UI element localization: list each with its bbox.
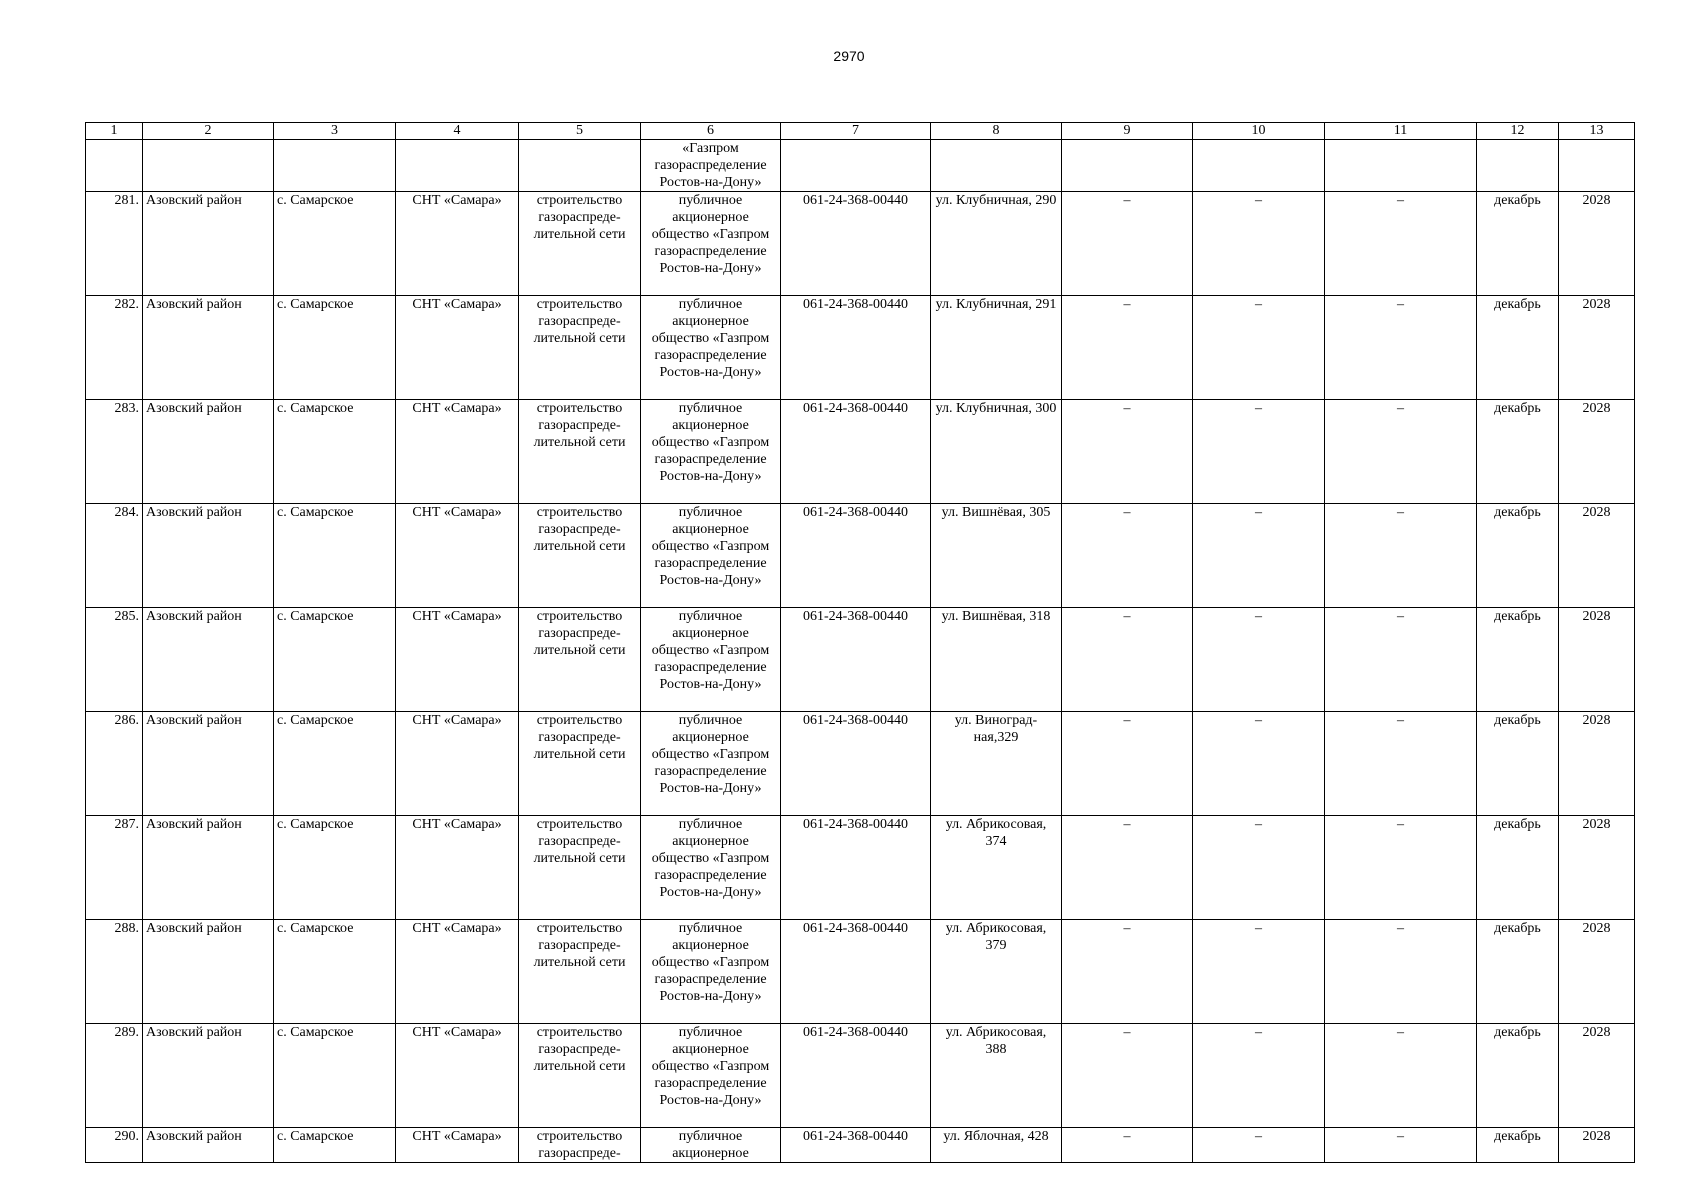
- cell-number: 281.: [86, 192, 143, 296]
- cell-object: СНТ «Самара»: [396, 400, 519, 504]
- cell-year: 2028: [1559, 712, 1635, 816]
- cell-object: СНТ «Самара»: [396, 920, 519, 1024]
- cell-organization: публичное акционерное общество «Газпром газораспределение Ростов-на-Дону»: [641, 816, 781, 920]
- cell-col11: –: [1325, 504, 1477, 608]
- cell-col11: –: [1325, 296, 1477, 400]
- cell-work-type: строительство газораспреде-лительной сети: [519, 712, 641, 816]
- cell-col11: –: [1325, 608, 1477, 712]
- cell-col10: –: [1193, 192, 1325, 296]
- cell-district: Азовский район: [143, 1128, 274, 1163]
- cell-year: 2028: [1559, 1024, 1635, 1128]
- cell-col10: –: [1193, 1128, 1325, 1163]
- cell-settlement: с. Самарское: [274, 816, 396, 920]
- cell-district: Азовский район: [143, 920, 274, 1024]
- cell-settlement: с. Самарское: [274, 1024, 396, 1128]
- column-header: 10: [1193, 123, 1325, 140]
- cell-district: Азовский район: [143, 608, 274, 712]
- table-row: [86, 816, 1635, 920]
- cell-settlement: с. Самарское: [274, 712, 396, 816]
- cell-col10: –: [1193, 1024, 1325, 1128]
- cell-col10: –: [1193, 504, 1325, 608]
- cell-col10: –: [1193, 400, 1325, 504]
- cell-month: декабрь: [1477, 192, 1559, 296]
- cell-organization: публичное акционерное общество «Газпром газораспределение Ростов-на-Дону»: [641, 712, 781, 816]
- cell-col9: –: [1062, 400, 1193, 504]
- cell-object: СНТ «Самара»: [396, 712, 519, 816]
- cell-organization: публичное акционерное: [641, 1128, 781, 1163]
- cell-month: декабрь: [1477, 1128, 1559, 1163]
- cell-code: 061-24-368-00440: [781, 920, 931, 1024]
- cell-month: декабрь: [1477, 712, 1559, 816]
- cell-code: 061-24-368-00440: [781, 712, 931, 816]
- cell-month: декабрь: [1477, 920, 1559, 1024]
- cell-settlement: с. Самарское: [274, 1128, 396, 1163]
- cell-col10: –: [1193, 920, 1325, 1024]
- cell-month: декабрь: [1477, 296, 1559, 400]
- cell-district: Азовский район: [143, 400, 274, 504]
- cell-col10: –: [1193, 816, 1325, 920]
- cell-district: Азовский район: [143, 712, 274, 816]
- cell-organization: публичное акционерное общество «Газпром газораспределение Ростов-на-Дону»: [641, 608, 781, 712]
- cell-work-type: строительство газораспреде-лительной сети: [519, 400, 641, 504]
- cell-settlement: с. Самарское: [274, 192, 396, 296]
- cell-col11: –: [1325, 1128, 1477, 1163]
- header-row: [86, 123, 1635, 140]
- cell-work-type: строительство газораспреде-лительной сети: [519, 192, 641, 296]
- column-header: 12: [1477, 123, 1559, 140]
- cell-col11: –: [1325, 920, 1477, 1024]
- cell-number: 285.: [86, 608, 143, 712]
- cell-work-type: строительство газораспреде-лительной сети: [519, 608, 641, 712]
- table-row: [86, 1128, 1635, 1163]
- cell-address: ул. Виноград-ная,329: [931, 712, 1062, 816]
- page-number: 2970: [833, 48, 865, 64]
- cell-address: ул. Абрикосовая, 374: [931, 816, 1062, 920]
- cell-work-type: строительство газораспреде-лительной сети: [519, 920, 641, 1024]
- cell-code: 061-24-368-00440: [781, 816, 931, 920]
- column-header: 3: [274, 123, 396, 140]
- cell-organization: публичное акционерное общество «Газпром газораспределение Ростов-на-Дону»: [641, 504, 781, 608]
- cell-year: 2028: [1559, 504, 1635, 608]
- cell-year: 2028: [1559, 400, 1635, 504]
- cell-number: 289.: [86, 1024, 143, 1128]
- column-header: 1: [86, 123, 143, 140]
- cell-district: Азовский район: [143, 192, 274, 296]
- cell-address: ул. Клубничная, 300: [931, 400, 1062, 504]
- cell-number: 286.: [86, 712, 143, 816]
- cell-address: ул. Клубничная, 291: [931, 296, 1062, 400]
- cell-month: декабрь: [1477, 504, 1559, 608]
- cell-settlement: с. Самарское: [274, 608, 396, 712]
- cell-number: 283.: [86, 400, 143, 504]
- column-header: 13: [1559, 123, 1635, 140]
- cell-col11: –: [1325, 1024, 1477, 1128]
- cell-address: ул. Вишнёвая, 318: [931, 608, 1062, 712]
- column-header: 11: [1325, 123, 1477, 140]
- cell-work-type: строительство газораспреде-лительной сети: [519, 1024, 641, 1128]
- cell-col9: –: [1062, 504, 1193, 608]
- cell-district: Азовский район: [143, 504, 274, 608]
- cell-address: ул. Вишнёвая, 305: [931, 504, 1062, 608]
- cell-year: 2028: [1559, 608, 1635, 712]
- cell-code: 061-24-368-00440: [781, 296, 931, 400]
- cell-organization: публичное акционерное общество «Газпром газораспределение Ростов-на-Дону»: [641, 296, 781, 400]
- cell-code: 061-24-368-00440: [781, 1024, 931, 1128]
- cell-object: СНТ «Самара»: [396, 608, 519, 712]
- column-header: 6: [641, 123, 781, 140]
- cell-col10: –: [1193, 608, 1325, 712]
- cell-col11: –: [1325, 400, 1477, 504]
- table-row: [86, 920, 1635, 1024]
- table-row: [86, 712, 1635, 816]
- cell-organization: «Газпром газораспределение Ростов-на-Дону»: [641, 140, 781, 192]
- column-header: 9: [1062, 123, 1193, 140]
- cell-address: ул. Клубничная, 290: [931, 192, 1062, 296]
- cell-district: Азовский район: [143, 1024, 274, 1128]
- cell-settlement: с. Самарское: [274, 504, 396, 608]
- cell-col10: –: [1193, 296, 1325, 400]
- cell-year: 2028: [1559, 1128, 1635, 1163]
- cell-object: СНТ «Самара»: [396, 296, 519, 400]
- cell-month: декабрь: [1477, 608, 1559, 712]
- cell-col9: –: [1062, 1128, 1193, 1163]
- cell-year: 2028: [1559, 296, 1635, 400]
- cell-col9: –: [1062, 192, 1193, 296]
- cell-code: 061-24-368-00440: [781, 608, 931, 712]
- cell-code: 061-24-368-00440: [781, 192, 931, 296]
- cell-code: 061-24-368-00440: [781, 504, 931, 608]
- table-row: [86, 608, 1635, 712]
- cell-work-type: строительство газораспреде-лительной сети: [519, 296, 641, 400]
- column-header: 2: [143, 123, 274, 140]
- cell-col9: –: [1062, 816, 1193, 920]
- cell-settlement: с. Самарское: [274, 400, 396, 504]
- cell-year: 2028: [1559, 920, 1635, 1024]
- column-header: 7: [781, 123, 931, 140]
- cell-address: ул. Яблочная, 428: [931, 1128, 1062, 1163]
- cell-organization: публичное акционерное общество «Газпром газораспределение Ростов-на-Дону»: [641, 192, 781, 296]
- data-table: [85, 122, 1635, 1163]
- cell-month: декабрь: [1477, 400, 1559, 504]
- cell-number: 290.: [86, 1128, 143, 1163]
- column-header: 8: [931, 123, 1062, 140]
- cell-year: 2028: [1559, 192, 1635, 296]
- cell-col11: –: [1325, 816, 1477, 920]
- cell-object: СНТ «Самара»: [396, 192, 519, 296]
- cell-number: 288.: [86, 920, 143, 1024]
- table-row: [86, 504, 1635, 608]
- cell-year: 2028: [1559, 816, 1635, 920]
- cell-col10: –: [1193, 712, 1325, 816]
- cell-address: ул. Абрикосовая, 388: [931, 1024, 1062, 1128]
- column-header: 4: [396, 123, 519, 140]
- cell-district: Азовский район: [143, 296, 274, 400]
- table-row: [86, 1024, 1635, 1128]
- cell-object: СНТ «Самара»: [396, 504, 519, 608]
- cell-district: Азовский район: [143, 816, 274, 920]
- table-row: [86, 400, 1635, 504]
- continuation-row: [86, 140, 1635, 192]
- cell-col9: –: [1062, 712, 1193, 816]
- cell-work-type: строительство газораспреде-лительной сети: [519, 504, 641, 608]
- cell-object: СНТ «Самара»: [396, 816, 519, 920]
- cell-col9: –: [1062, 608, 1193, 712]
- table-row: [86, 296, 1635, 400]
- cell-organization: публичное акционерное общество «Газпром газораспределение Ростов-на-Дону»: [641, 920, 781, 1024]
- cell-col11: –: [1325, 192, 1477, 296]
- cell-settlement: с. Самарское: [274, 296, 396, 400]
- cell-number: 284.: [86, 504, 143, 608]
- cell-object: СНТ «Самара»: [396, 1024, 519, 1128]
- cell-work-type: строительство газораспреде-лительной сети: [519, 816, 641, 920]
- cell-settlement: с. Самарское: [274, 920, 396, 1024]
- cell-work-type: строительство газораспреде-: [519, 1128, 641, 1163]
- cell-address: ул. Абрикосовая, 379: [931, 920, 1062, 1024]
- cell-organization: публичное акционерное общество «Газпром газораспределение Ростов-на-Дону»: [641, 1024, 781, 1128]
- cell-month: декабрь: [1477, 816, 1559, 920]
- column-header: 5: [519, 123, 641, 140]
- cell-month: декабрь: [1477, 1024, 1559, 1128]
- cell-number: 287.: [86, 816, 143, 920]
- cell-number: 282.: [86, 296, 143, 400]
- cell-col11: –: [1325, 712, 1477, 816]
- table-row: [86, 192, 1635, 296]
- cell-code: 061-24-368-00440: [781, 400, 931, 504]
- cell-object: СНТ «Самара»: [396, 1128, 519, 1163]
- cell-code: 061-24-368-00440: [781, 1128, 931, 1163]
- cell-organization: публичное акционерное общество «Газпром газораспределение Ростов-на-Дону»: [641, 400, 781, 504]
- cell-col9: –: [1062, 920, 1193, 1024]
- cell-col9: –: [1062, 296, 1193, 400]
- cell-col9: –: [1062, 1024, 1193, 1128]
